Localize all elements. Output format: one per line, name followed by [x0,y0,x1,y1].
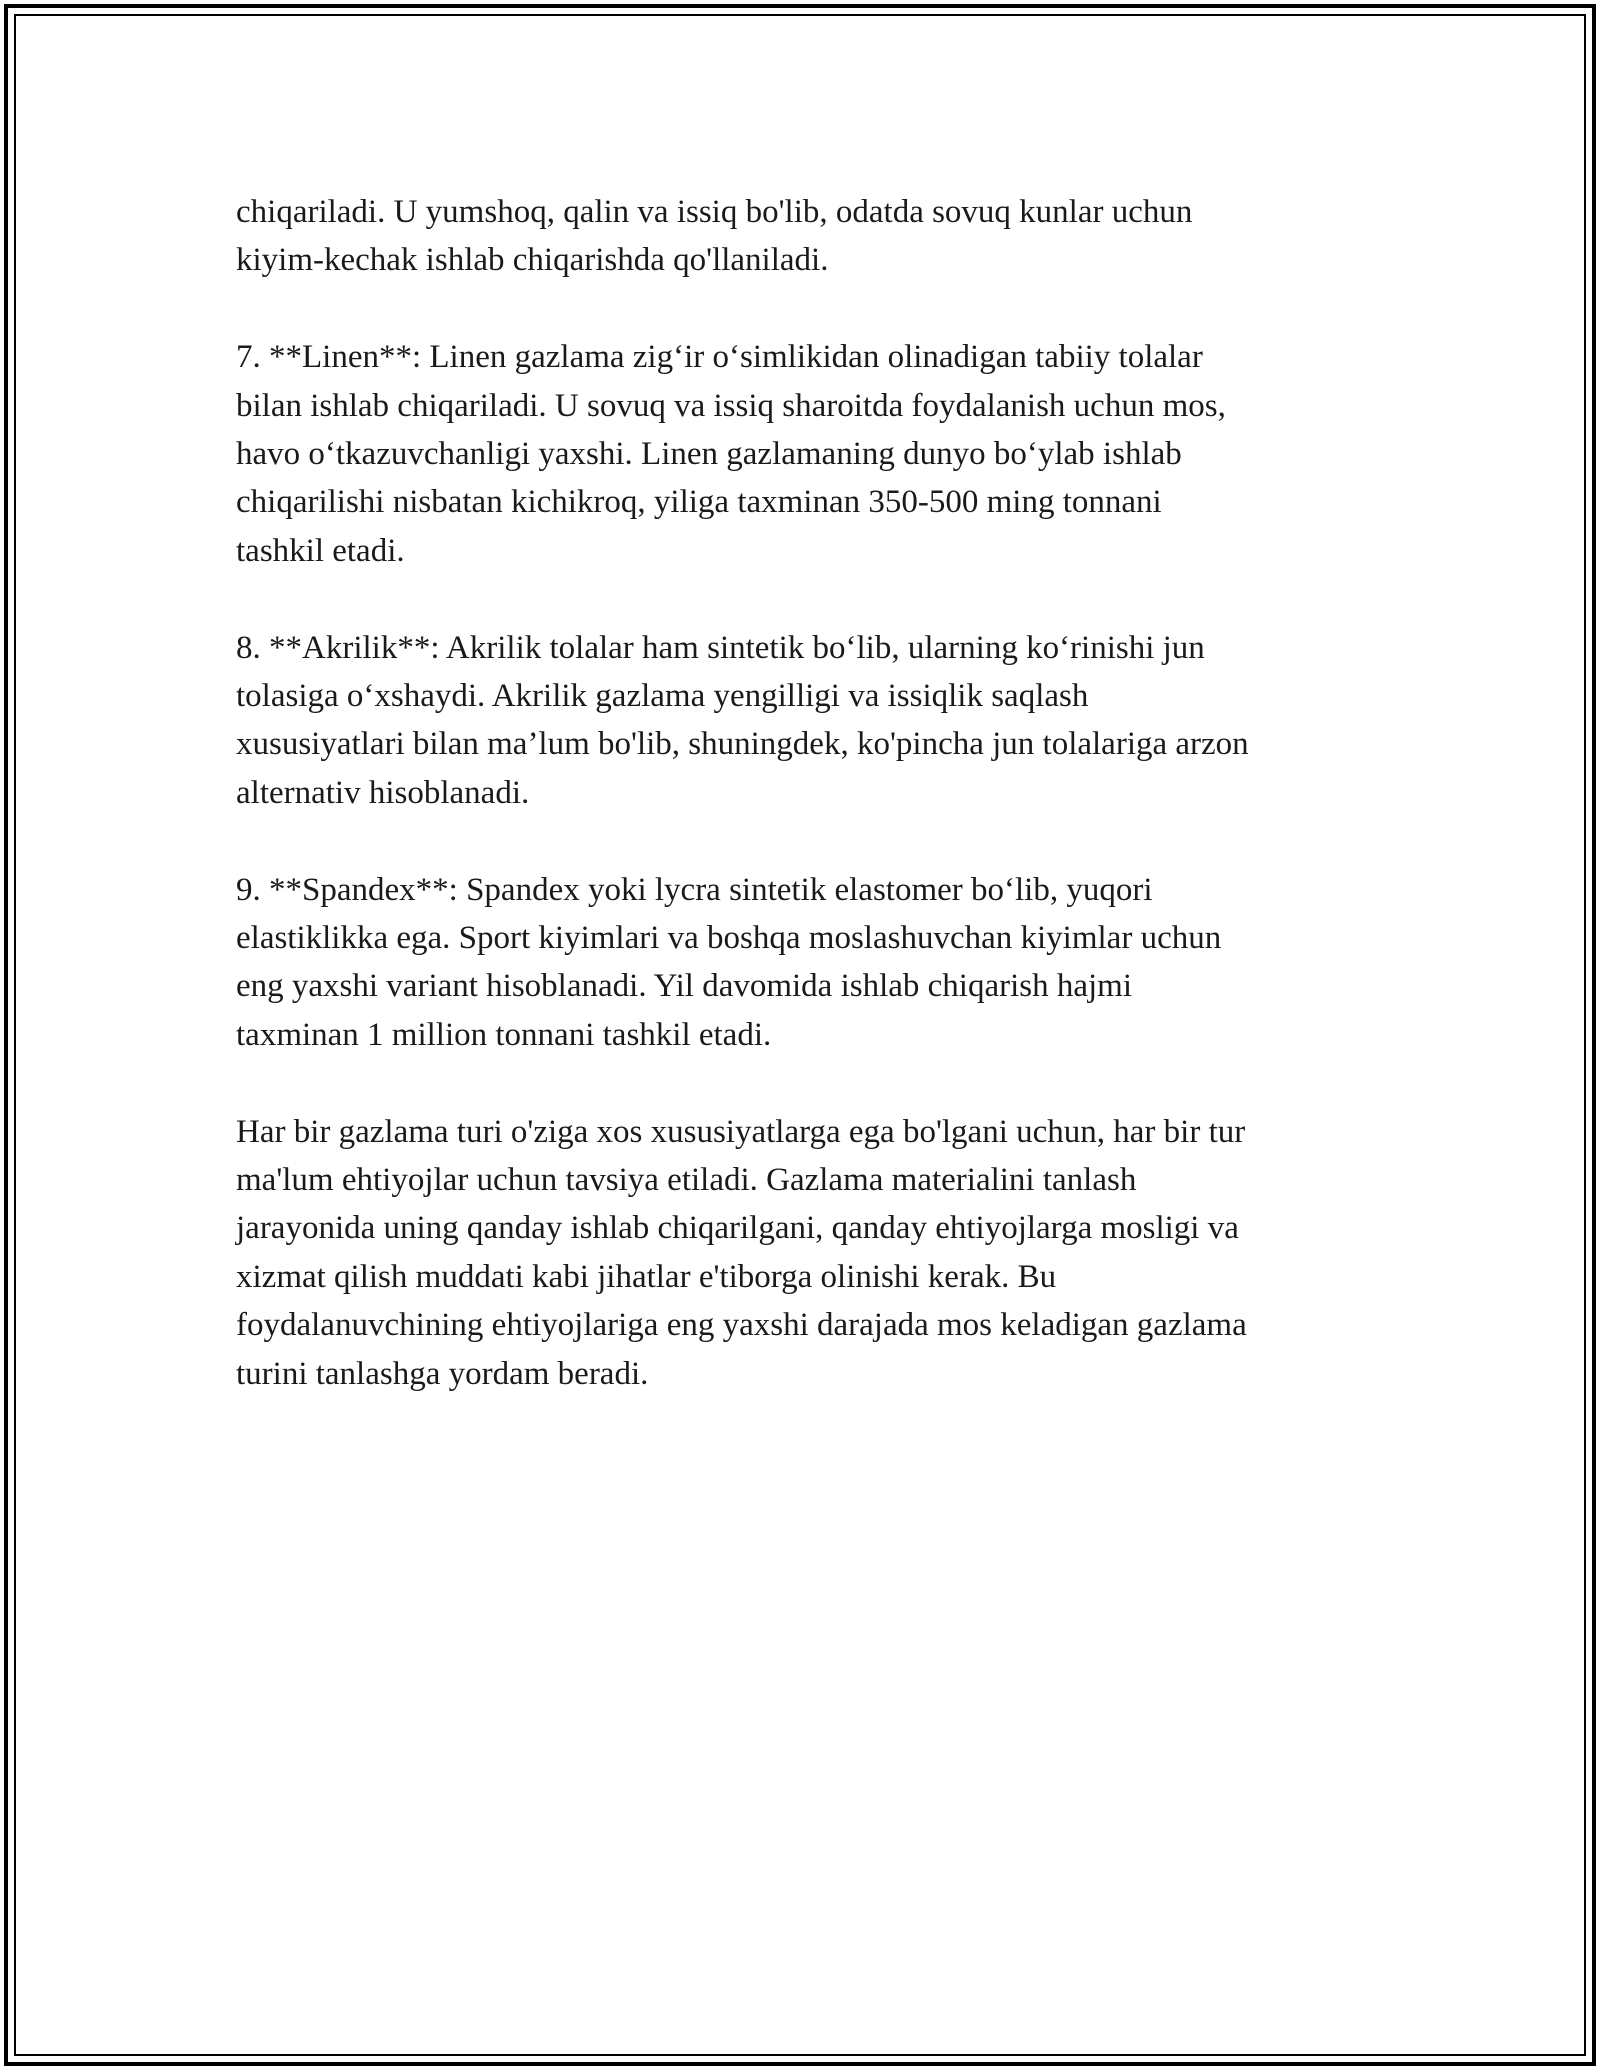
text-line: alternativ hisoblanadi. [236,774,530,811]
text-line: 9. **Spandex**: Spandex yoki lycra sintetik elastomer bo‘lib, yuqori [236,871,1153,908]
text-line: tolasiga o‘xshaydi. Akrilik gazlama yengilligi va issiqlik saqlash [236,678,1089,715]
text-line: kiyim-kechak ishlab chiqarishda qo'llaniladi. [236,242,829,279]
text-line: ma'lum ehtiyojlar uchun tavsiya etiladi. Gazlama materialini tanlash [236,1162,1137,1199]
text-line: xususiyatlari bilan ma’lum bo'lib, shuningdek, ko'pincha jun tolalariga arzon [236,726,1249,763]
text-line: taxminan 1 million tonnani tashkil etadi. [236,1016,772,1053]
text-line: 8. **Akrilik**: Akrilik tolalar ham sintetik bo‘lib, ularning ko‘rinishi jun [236,629,1205,666]
text-line: jarayonida uning qanday ishlab chiqarilgani, qanday ehtiyojlarga mosligi va [236,1210,1239,1247]
paragraph-spandex [236,866,1386,1060]
text-line: elastiklikka ega. Sport kiyimlari va boshqa moslashuvchan kiyimlar uchun [236,920,1222,957]
text-line: chiqariladi. U yumshoq, qalin va issiq bo'lib, odatda sovuq kunlar uchun [236,194,1193,230]
text-line: chiqarilishi nisbatan kichikroq, yiliga taxminan 350-500 ming tonnani [236,484,1162,521]
text-line: turini tanlashga yordam beradi. [236,1355,649,1392]
paragraph-conclusion [236,1108,1386,1398]
paragraph-akrilik [236,624,1386,818]
text-line: 7. **Linen**: Linen gazlama zig‘ir o‘simlikidan olinadigan tabiiy tolalar [236,339,1203,376]
text-line: tashkil etadi. [236,532,405,569]
text-line: havo o‘tkazuvchanligi yaxshi. Linen gazlamaning dunyo bo‘ylab ishlab [236,436,1182,473]
document-body [236,188,1386,1446]
text-line: eng yaxshi variant hisoblanadi. Yil davomida ishlab chiqarish hajmi [236,968,1133,1005]
paragraph-wool-continuation [236,188,1386,285]
text-line: Har bir gazlama turi o'ziga xos xususiyatlarga ega bo'lgani uchun, har bir tur [236,1113,1246,1150]
text-line: xizmat qilish muddati kabi jihatlar e'tiborga olinishi kerak. Bu [236,1258,1057,1295]
text-line: bilan ishlab chiqariladi. U sovuq va issiq sharoitda foydalanish uchun mos, [236,387,1226,424]
text-line: foydalanuvchining ehtiyojlariga eng yaxshi darajada mos keladigan gazlama [236,1307,1247,1344]
paragraph-linen [236,333,1386,575]
